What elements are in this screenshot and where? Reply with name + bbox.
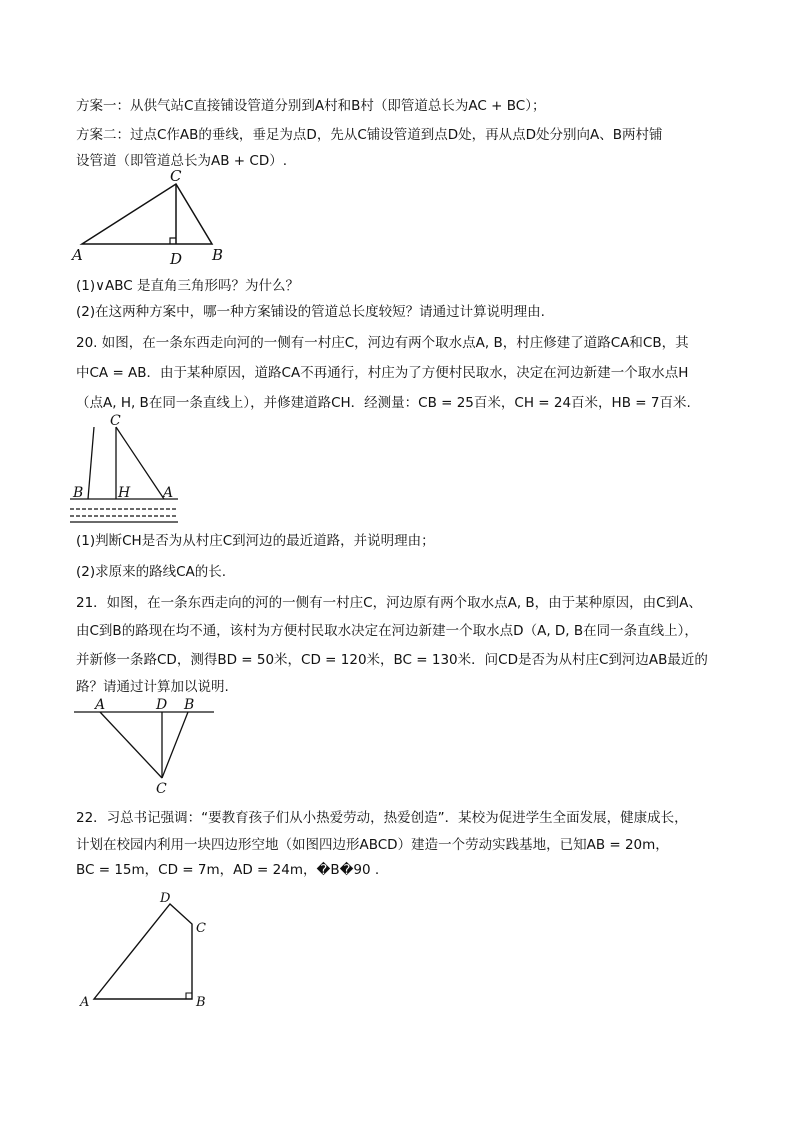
label-b: B [196, 995, 206, 1010]
question-1: (1)∨ABC 是直角三角形吗？为什么？ [76, 278, 299, 294]
problem-21-line3: 并新修一条路CD，测得BD = 50米，CD = 120米，BC = 130米．问CD是否为从村庄C到河边AB最近的 [76, 652, 708, 668]
figure-river-cd [70, 696, 220, 796]
figure-triangle-abc [60, 168, 240, 268]
label-c: C [110, 413, 121, 429]
problem-21-line2: 由C到B的路现在均不通，该村为方便村民取水决定在河边新建一个取水点D（A, D, B在同一条直线上）， [76, 623, 698, 639]
label-a: A [72, 246, 83, 264]
problem-22-line2: 计划在校园内利用一块四边形空地（如图四边形ABCD）建造一个劳动实践基地，已知AB = 20m， [76, 837, 669, 853]
figure-quadrilateral-abcd [74, 888, 224, 1018]
label-b: B [184, 697, 195, 713]
plan-two-text-line2: 设管道（即管道总长为AB + CD）. [76, 153, 288, 169]
label-b: B [212, 246, 224, 264]
label-c: C [170, 168, 182, 185]
label-d: D [170, 250, 183, 268]
label-d: D [156, 697, 168, 713]
label-d: D [160, 891, 171, 906]
label-c: C [196, 921, 206, 936]
label-h: H [118, 485, 131, 501]
problem-20-question-2: (2)求原来的路线CA的长. [76, 564, 227, 580]
problem-20-line3: （点A, H, B在同一条直线上），并修建道路CH．经测量：CB = 25百米，CH = 24百米，HB = 7百米. [76, 395, 691, 411]
label-b: B [73, 485, 84, 501]
figure-river-village [66, 413, 196, 525]
label-a: A [95, 697, 106, 713]
problem-22-line3: BC = 15m，CD = 7m，AD = 24m，�B�90 . [76, 862, 380, 878]
label-a: A [163, 485, 174, 501]
question-2: (2)在这两种方案中，哪一种方案铺设的管道总长度较短？请通过计算说明理由. [76, 304, 545, 320]
problem-21-line4: 路？请通过计算加以说明. [76, 679, 229, 695]
problem-22-line1: 22．习总书记强调：“要教育孩子们从小热爱劳动，热爱创造”．某校为促进学生全面发展，健康成长， [76, 810, 688, 826]
plan-two-text-line1: 方案二：过点C作AB的垂线，垂足为点D，先从C铺设管道到点D处，再从点D处分别向A、B两村铺 [76, 127, 663, 143]
problem-20-line1: 20. 如图，在一条东西走向河的一侧有一村庄C，河边有两个取水点A, B，村庄修建了道路CA和CB，其 [76, 335, 689, 351]
label-a: A [80, 995, 90, 1010]
plan-one-text: 方案一：从供气站C直接铺设管道分别到A村和B村（即管道总长为AC + BC）； [76, 98, 546, 114]
problem-21-line1: 21．如图，在一条东西走向的河的一侧有一村庄C，河边原有两个取水点A, B，由于某种原因，由C到A、 [76, 595, 702, 611]
problem-20-question-1: (1)判断CH是否为从村庄C到河边的最近道路，并说明理由； [76, 533, 435, 549]
problem-20-line2: 中CA = AB．由于某种原因，道路CA不再通行，村庄为了方便村民取水，决定在河边新建一个取水点H [76, 365, 689, 381]
label-c: C [156, 781, 167, 796]
